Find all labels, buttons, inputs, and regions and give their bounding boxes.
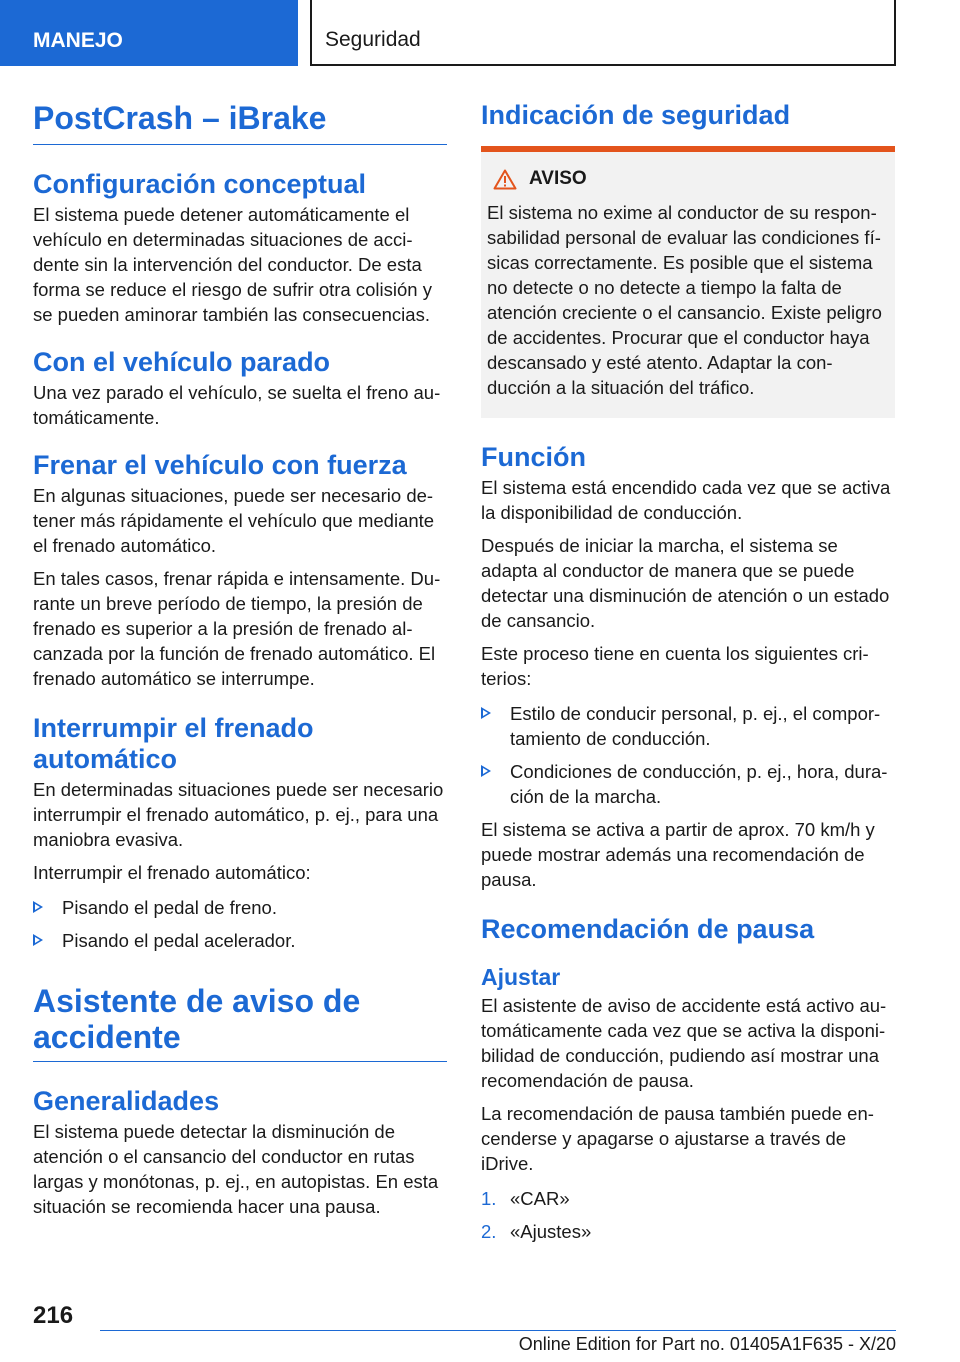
warning-title — [493, 166, 885, 192]
warning-box — [481, 146, 895, 418]
triangle-bullet-icon — [33, 901, 43, 913]
list-item: Pisando el pedal de freno. — [33, 895, 447, 920]
heading-interrumpir: Interrumpir el frenado automático — [33, 713, 314, 774]
paragraph-ajustar-1: El asistente de aviso de accidente está activo automáticamente cada vez que se activa la disponibilidad de conducción, pudiendo así mostrar una recomendación de pausa. — [481, 995, 887, 1091]
heading-indicacion-seguridad: Indicación de seguridad — [481, 100, 791, 130]
paragraph-funcion-3: Este proceso tiene en cuenta los siguientes criterios: — [481, 643, 869, 689]
warning-triangle-icon — [493, 169, 517, 190]
steps-list — [481, 1186, 895, 1244]
paragraph-frenar-1: En algunas situaciones, puede ser necesario detener más rápidamente el vehículo que mediante el frenado automático. — [33, 485, 435, 556]
right-column — [481, 100, 895, 1244]
page-number: 216 — [33, 1302, 74, 1329]
triangle-bullet-icon — [481, 765, 491, 777]
paragraph-funcion-4: El sistema se activa a partir de aprox. 70 km/h y puede mostrar además una recomendación de pausa. — [481, 819, 875, 890]
heading-vehiculo-parado: Con el vehículo parado — [33, 347, 331, 377]
paragraph-ajustar-2: La recomendación de pausa también puede encenderse y apagarse o ajustarse a través de iDrive. — [481, 1103, 874, 1174]
paragraph-vehiculo-parado: Una vez parado el vehículo, se suelta el freno automáticamente. — [33, 382, 441, 428]
paragraph-configuracion: El sistema puede detener automáticamente el vehículo en determinadas situaciones de accidente sin la intervención del conductor. De esta forma se reduce el riesgo de sufrir otra colisión y se pueden aminorar también las consecuencias. — [33, 204, 432, 325]
warning-text: El sistema no exime al conductor de su responsabilidad personal de evaluar las condiciones físicas correctamente. Es posible que el sistema no detecte o no detecte a tiempo la falta de atención creciente o el cansancio. Existe peligro de accidentes. Procurar que el conductor haya descansado y esté atento. Adaptar la conducción a la situación del tráfico. — [487, 202, 882, 398]
triangle-bullet-icon — [481, 707, 491, 719]
header-section-label: MANEJO — [33, 29, 123, 52]
paragraph-funcion-1: El sistema está encendido cada vez que se activa la disponibilidad de conducción. — [481, 477, 891, 523]
step-text: «Ajustes» — [510, 1221, 592, 1242]
paragraph-interrumpir-1: En determinadas situaciones puede ser necesario interrumpir el frenado automático, p. ej., para una maniobra evasiva. — [33, 779, 444, 850]
triangle-bullet-icon — [33, 934, 43, 946]
heading-funcion: Función — [481, 442, 586, 472]
interrumpir-list — [33, 895, 447, 953]
step-item — [481, 1186, 895, 1211]
left-column — [33, 100, 447, 1219]
heading-configuracion: Configuración conceptual — [33, 169, 367, 199]
paragraph-generalidades: El sistema puede detectar la disminución de atención o el cansancio del conductor en rutas largas y monótonas, p. ej., en autopistas. En esta situación se recomienda hacer una pausa. — [33, 1121, 439, 1217]
step-item — [481, 1219, 895, 1244]
step-number: 1. — [481, 1188, 497, 1209]
paragraph-funcion-2: Después de iniciar la marcha, el sistema se adapta al conductor de manera que se puede detectar una disminución de atención o un estado de cansancio. — [481, 535, 890, 631]
page-title: PostCrash – iBrake — [33, 100, 327, 136]
warning-label: AVISO — [529, 168, 587, 189]
section-title-asistente: Asistente de aviso de accidente — [33, 983, 361, 1055]
footer-rule — [100, 1330, 896, 1331]
heading-frenar-fuerza: Frenar el vehículo con fuerza — [33, 450, 407, 480]
header-chapter-label: Seguridad — [325, 28, 421, 51]
heading-recomendacion-pausa: Recomendación de pausa — [481, 914, 815, 944]
list-item: Estilo de conducir personal, p. ej., el comportamiento de conducción. — [481, 701, 895, 751]
header-section-tab — [0, 0, 298, 66]
paragraph-interrumpir-2: Interrumpir el frenado automático: — [33, 862, 311, 883]
paragraph-frenar-2: En tales casos, frenar rápida e intensamente. Durante un breve período de tiempo, la presión de frenado es superior a la presión de frenado alcanzada por la función de frenado automático. El frenado automático se interrumpe. — [33, 568, 441, 689]
title-block — [33, 100, 447, 145]
criterios-list — [481, 701, 895, 809]
edition-note: Online Edition for Part no. 01405A1F635 - X/20 — [518, 1334, 896, 1354]
subheading-ajustar: Ajustar — [481, 964, 561, 990]
heading-generalidades: Generalidades — [33, 1086, 220, 1116]
list-item: Pisando el pedal acelerador. — [33, 928, 447, 953]
step-number: 2. — [481, 1221, 497, 1242]
step-text: «CAR» — [510, 1188, 570, 1209]
title2-block — [33, 983, 447, 1062]
list-item: Condiciones de conducción, p. ej., hora, duración de la marcha. — [481, 759, 895, 809]
